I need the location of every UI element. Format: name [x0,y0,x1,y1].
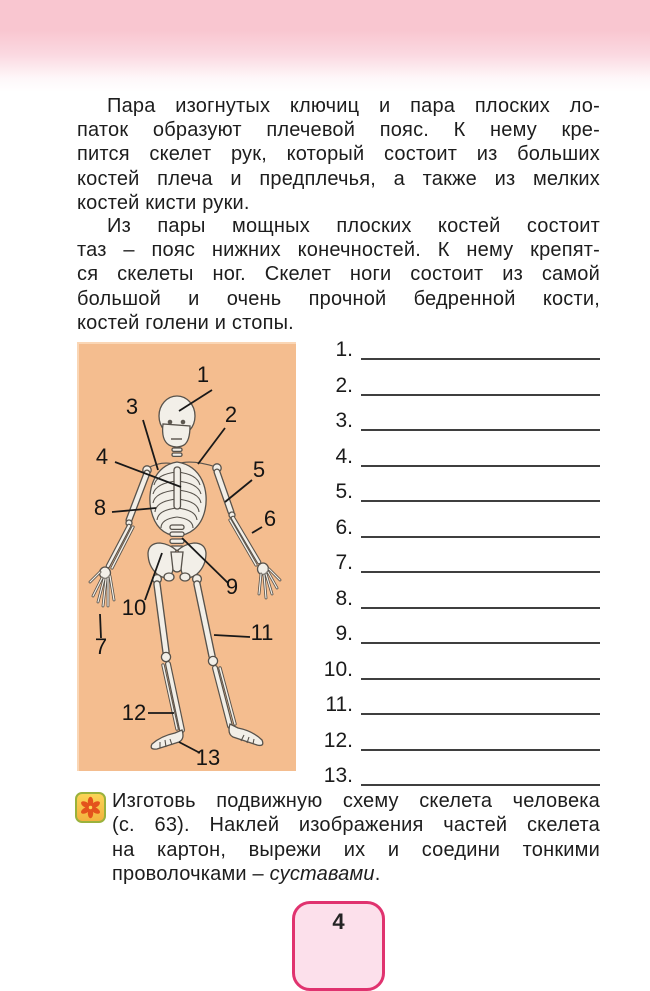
answer-row [320,515,600,551]
answer-blank-line [361,642,600,644]
text-line: ся скелеты ног. Скелет ноги состоит из самой [77,263,600,286]
figure-label-2: 2 [224,402,238,427]
answer-number: 12. [323,728,353,752]
answer-blank-line [361,536,600,538]
answer-row [320,444,600,480]
answer-row [320,692,600,728]
text-line: костей голени и стопы. [77,311,294,334]
answer-number: 3. [335,409,353,432]
skeleton-figure [77,342,296,771]
answer-blank-line [361,607,600,609]
text-line: большой и очень прочной бедренной кости, [77,287,600,310]
figure-label-11: 11 [250,620,274,645]
figure-label-6: 6 [263,506,277,531]
answer-number: 4. [335,444,353,468]
figure-label-1: 1 [196,362,210,387]
page-top-border [0,0,650,92]
figure-label-3: 3 [125,394,139,419]
answer-row [320,621,600,657]
answer-list [320,337,600,799]
answer-number: 8. [335,586,353,610]
answer-row [320,337,600,373]
flower-asterisk-icon [75,792,106,823]
answer-blank-line [361,500,600,502]
answer-number: 5. [335,480,353,503]
text-line: пится скелет рук, который состоит из больших [77,143,600,166]
answer-number: 13. [323,764,353,787]
answer-number: 10. [323,657,353,681]
task-line: (с. 63). Наклей изображения частей скелета [112,814,600,837]
text-line: костей кисти руки. [77,191,250,214]
answer-number: 9. [335,622,353,645]
answer-row [320,728,600,764]
answer-row [320,657,600,693]
answer-blank-line [361,358,600,360]
figure-label-7: 7 [94,634,108,659]
answer-row [320,550,600,586]
answer-blank-line [361,394,600,396]
text-line: Из пары мощных плоских костей состоит [107,215,600,237]
task-line: на картон, вырежи их и соедини тонкими [112,838,600,861]
answer-blank-line [361,749,600,751]
skeleton-illustration [77,342,296,771]
text-line: паток образуют плечевой пояс. К нему кре- [77,119,600,142]
answer-row [320,408,600,444]
answer-blank-line [361,784,600,786]
answer-blank-line [361,571,600,573]
paragraph-shoulder-girdle [77,94,600,215]
text-line: Пара изогнутых ключиц и пара плоских ло- [107,95,600,117]
task-line: проволочками – суставами. [112,863,381,886]
answer-number: 1. [335,338,353,361]
paragraph-pelvis-legs [77,214,600,335]
answer-blank-line [361,465,600,467]
text-line: костей плеча и предплечья, а также из мелких [77,167,600,190]
task-block [112,789,600,887]
figure-label-9: 9 [225,574,239,599]
figure-label-12: 12 [121,700,147,725]
figure-label-8: 8 [93,495,107,520]
answer-number: 2. [335,373,353,397]
figure-label-5: 5 [252,457,266,482]
page-number-badge [292,901,385,991]
figure-label-4: 4 [95,444,109,469]
answer-blank-line [361,713,600,715]
answer-number: 7. [335,551,353,574]
italic-term: суставами [269,863,375,886]
answer-row [320,586,600,622]
text-line: таз – пояс нижних конечностей. К нему крепят- [77,239,600,262]
task-line: Изготовь подвижную схему скелета человека [112,790,600,812]
page-number: 4 [332,909,345,934]
answer-blank-line [361,429,600,431]
answer-row [320,479,600,515]
figure-label-10: 10 [121,595,147,620]
answer-row [320,373,600,409]
figure-label-13: 13 [195,745,221,770]
answer-number: 11. [325,693,353,716]
answer-blank-line [361,678,600,680]
answer-number: 6. [335,515,353,539]
